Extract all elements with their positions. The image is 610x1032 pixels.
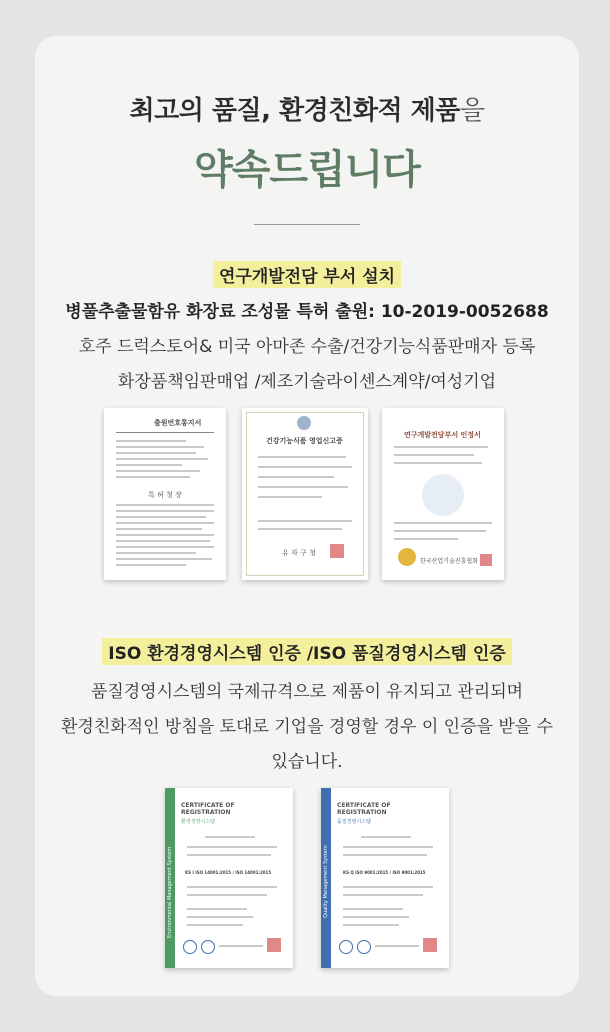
emblem-icon [297, 416, 311, 430]
health-food-report-document [242, 408, 368, 580]
section1-badge: 연구개발전담 부서 설치 [213, 261, 401, 288]
certificate-subtitle: 품질경영시스템 [337, 819, 371, 825]
official-stamp [480, 554, 492, 566]
document-title: 연구개발전담부서 인정서 [404, 431, 481, 439]
document-title: 출원번호통지서 [154, 419, 202, 427]
watermark-emblem-icon [422, 474, 464, 516]
document-title: 건강기능식품 영업신고증 [266, 437, 343, 445]
certificate-side-text: Quality Management System [323, 845, 329, 918]
section2-line-4: 있습니다. [271, 752, 343, 772]
section1-badge-row [35, 261, 579, 288]
divider [254, 224, 360, 225]
headline-line-1-light: 을 [459, 96, 485, 126]
kab-logo-icon [183, 940, 197, 954]
certificate-side-text: Environmental Management System [167, 846, 173, 938]
iaf-logo-icon [357, 940, 371, 954]
certificate-standard: KS I ISO 14001:2015 / ISO 14001:2015 [185, 870, 272, 875]
section2-line-3: 환경친화적인 방침을 토대로 기업을 경영할 경우 이 인증을 받을 수 [60, 717, 554, 737]
document-heading: 특 허 청 장 [148, 491, 182, 499]
iso-14001-certificate [165, 788, 293, 968]
content-card [35, 36, 579, 996]
section2-badge-row [35, 638, 579, 665]
headline-line-2: 약속드립니다 [194, 147, 420, 193]
headline-line-1 [35, 90, 579, 127]
document-heading: 유 자 구 청 [282, 549, 316, 557]
kab-logo-icon [339, 940, 353, 954]
section2-badge: ISO 환경경영시스템 인증 /ISO 품질경영시스템 인증 [102, 638, 511, 665]
section2-line-2: 품질경영시스템의 국제규격으로 제품이 유지되고 관리되며 [90, 682, 524, 702]
section1-line-3: 호주 드럭스토어& 미국 아마존 수출/건강기능식품판매자 등록 [78, 337, 536, 357]
certificate-standard: KS Q ISO 9001:2015 / ISO 9001:2015 [343, 870, 426, 875]
patent-notice-document [104, 408, 226, 580]
document-heading: 한국산업기술진흥협회 [420, 558, 478, 565]
headline-line-1-bold: 최고의 품질, 환경친화적 제품 [129, 96, 460, 126]
certificate-subtitle: 환경경영시스템 [181, 819, 215, 825]
certificate-title: CERTIFICATE OF REGISTRATION [337, 802, 391, 816]
gold-seal-icon [398, 548, 416, 566]
official-stamp [423, 938, 437, 952]
iso-9001-certificate [321, 788, 449, 968]
section1-line-4: 화장품책임판매업 /제조기술라이센스계약/여성기업 [117, 372, 497, 392]
official-stamp [267, 938, 281, 952]
certificate-title: CERTIFICATE OF REGISTRATION [181, 802, 235, 816]
official-stamp [330, 544, 344, 558]
iaf-logo-icon [201, 940, 215, 954]
patent-line: 병풀추출물함유 화장료 조성물 특허 출원: 10-2019-0052688 [65, 302, 549, 322]
rnd-department-certificate [382, 408, 504, 580]
